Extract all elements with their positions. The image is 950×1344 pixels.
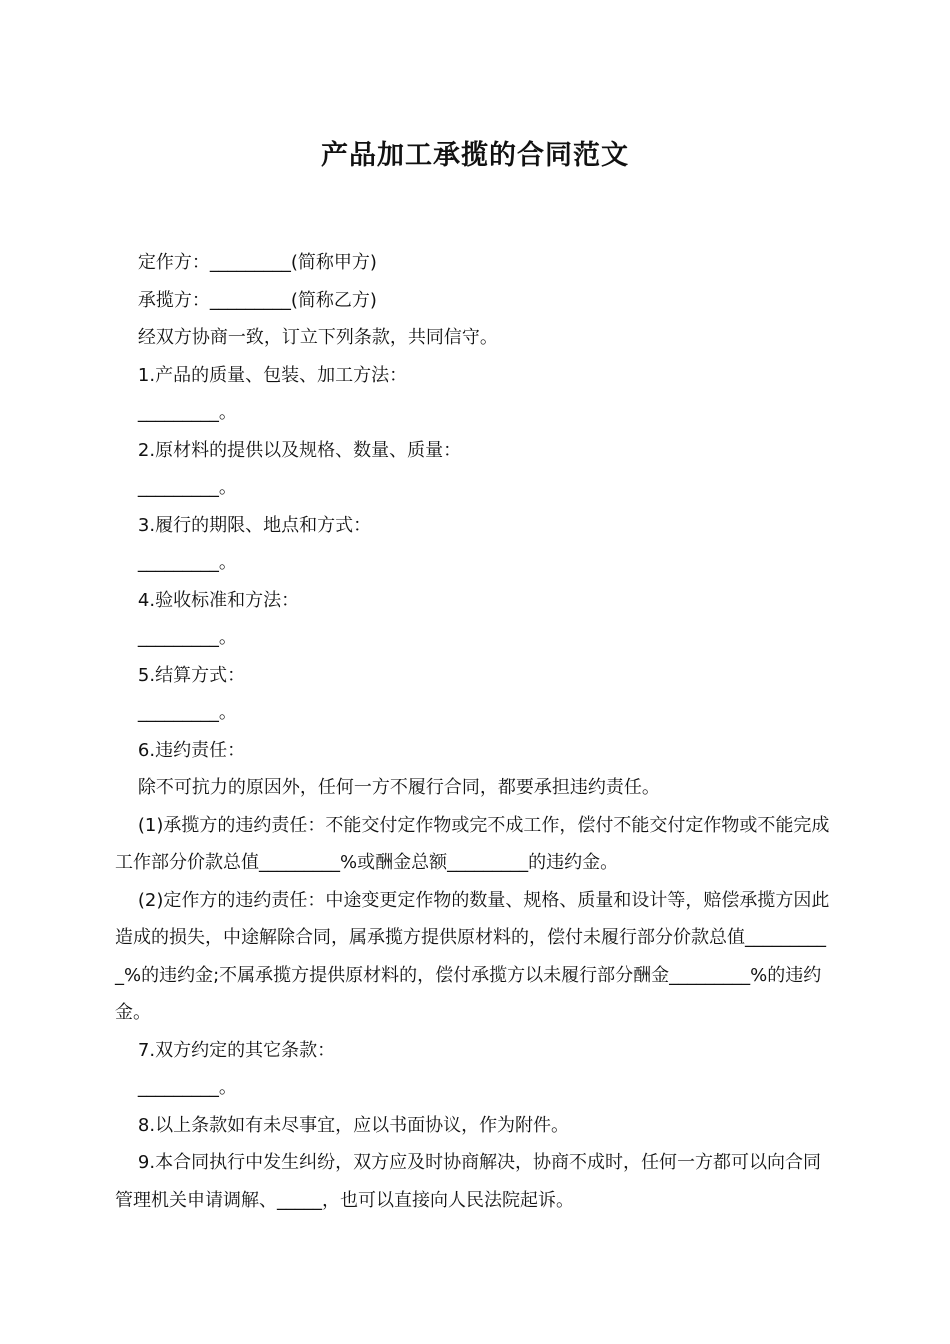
clause-6-item-2: (2)定作方的违约责任：中途变更定作物的数量、规格、质量和设计等，赔偿承揽方因此造成的损失，中途解除合同，属承揽方提供原材料的，偿付未履行部分价款总值__________%的违约金;不属承揽方提供原材料的，偿付承揽方以未履行部分酬金_________%的违约金。	[115, 889, 830, 1023]
clause-6-heading: 6.违约责任：	[137, 739, 246, 761]
clause-5-blank: _________。	[137, 702, 237, 723]
clause-4-blank: _________。	[137, 627, 237, 648]
clause-7-heading: 7.双方约定的其它条款：	[137, 1039, 336, 1061]
clause-6-intro: 除不可抗力的原因外，任何一方不履行合同，都要承担违约责任。	[137, 777, 660, 798]
document-body	[115, 244, 837, 1219]
clause-5-heading: 5.结算方式：	[137, 664, 246, 686]
paragraph-contractor: 承揽方：_________(简称乙方)	[137, 289, 377, 311]
clause-8: 8.以上条款如有未尽事宜，应以书面协议，作为附件。	[137, 1114, 570, 1136]
clause-9: 9.本合同执行中发生纠纷，双方应及时协商解决，协商不成时，任何一方都可以向合同管理机关申请调解、_____，也可以直接向人民法院起诉。	[115, 1152, 822, 1211]
clause-2-heading: 2.原材料的提供以及规格、数量、质量：	[137, 439, 462, 461]
clause-3-blank: _________。	[137, 552, 237, 573]
clause-1-heading: 1.产品的质量、包装、加工方法：	[137, 364, 408, 386]
document-title: 产品加工承揽的合同范文	[321, 140, 629, 171]
clause-3-heading: 3.履行的期限、地点和方式：	[137, 514, 372, 536]
clause-6-item-1: (1)承揽方的违约责任：不能交付定作物或完不成工作，偿付不能交付定作物或不能完成工作部分价款总值_________%或酬金总额_________的违约金。	[115, 814, 830, 873]
clause-4-heading: 4.验收标准和方法：	[137, 589, 300, 611]
paragraph-client: 定作方：_________(简称甲方)	[137, 252, 377, 273]
clause-7-blank: _________。	[137, 1077, 237, 1098]
paragraph-agreement: 经双方协商一致，订立下列条款，共同信守。	[137, 327, 498, 348]
clause-2-blank: _________。	[137, 477, 237, 498]
clause-1-blank: _________。	[137, 402, 237, 423]
